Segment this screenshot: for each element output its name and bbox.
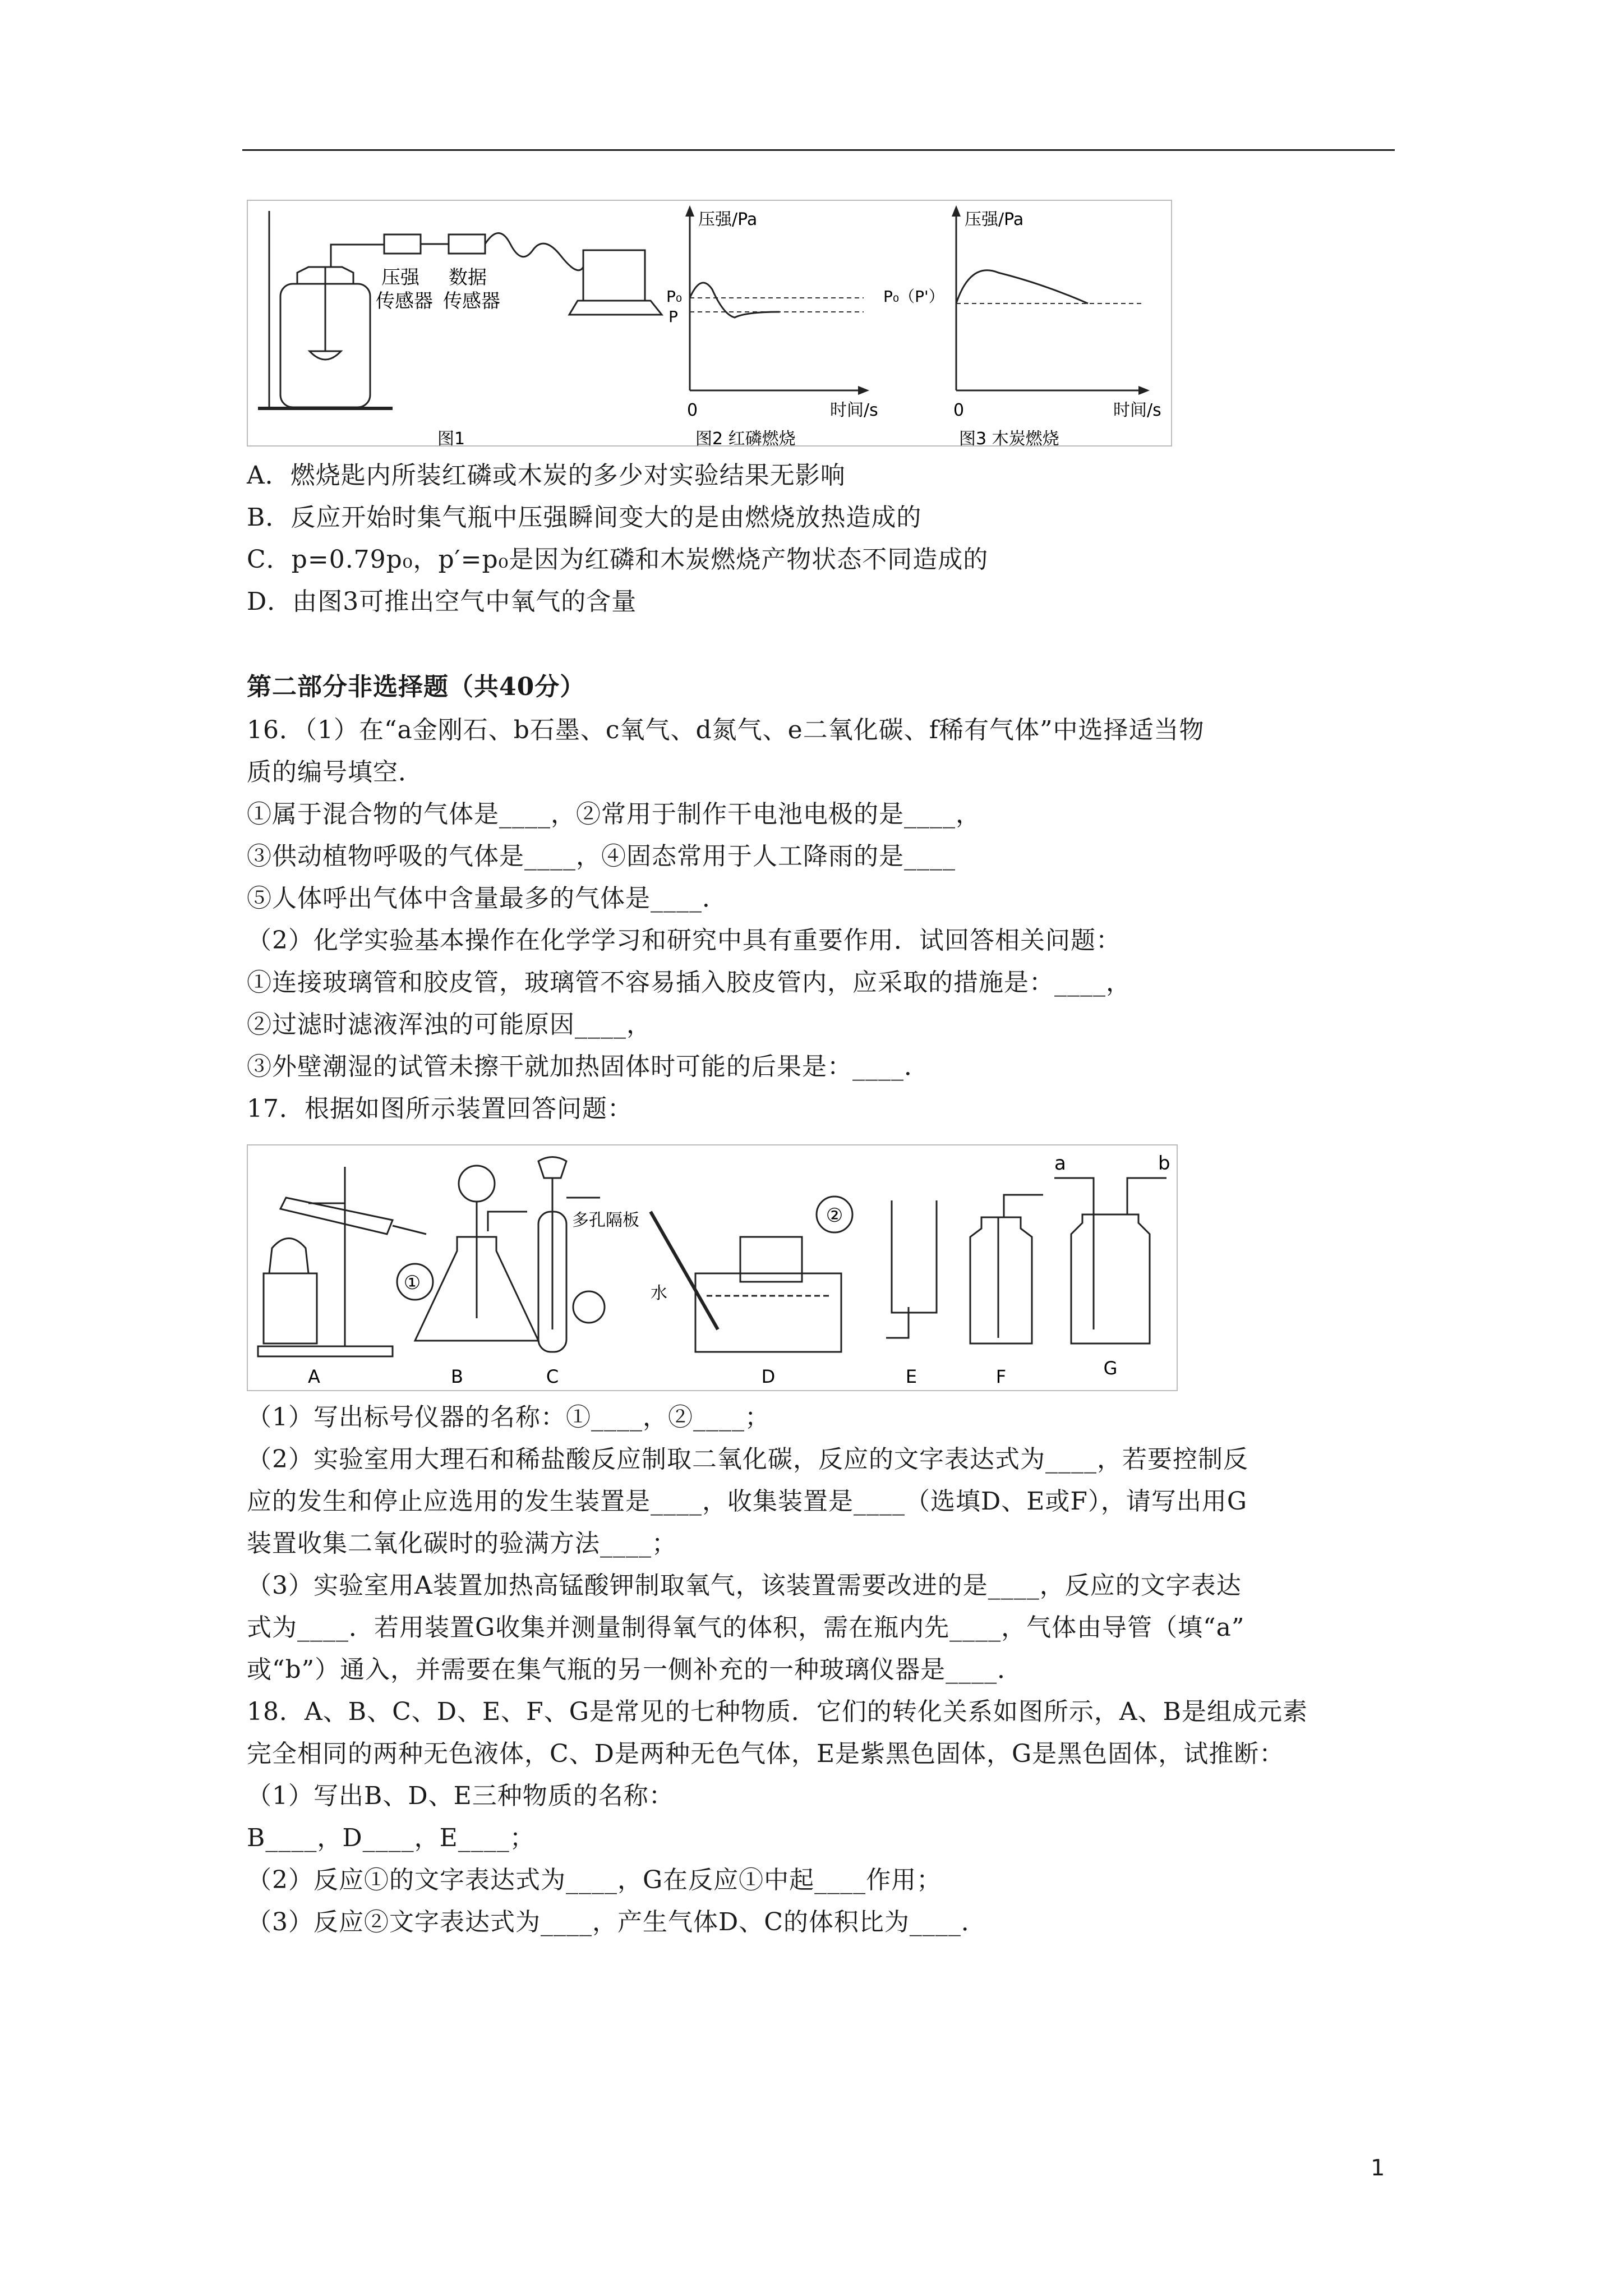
figure-pressure-svg: [247, 200, 1172, 447]
q16-line: ①连接玻璃管和胶皮管，玻璃管不容易插入胶皮管内，应采取的措施是：____，: [247, 968, 1131, 997]
sensor-pressure-line2: 传感器: [376, 290, 433, 312]
gas-jar-icon: [258, 211, 393, 408]
graph3-origin: 0: [953, 401, 965, 420]
q17-line: 式为____．若用装置G收集并测量制得氧气的体积，需在瓶内先____，气体由导管（填“a”: [247, 1613, 1245, 1642]
section-title: 第二部分非选择题（共40分）: [247, 673, 585, 701]
q15-option-d: D．由图3可推出空气中氧气的含量: [247, 587, 637, 616]
q16-line: 质的编号填空．: [247, 758, 423, 786]
port-a-label: a: [1054, 1152, 1066, 1175]
q17-line: 应的发生和停止应选用的发生装置是____，收集装置是____（选填D、E或F），请写出用G: [247, 1487, 1248, 1516]
laptop-icon: [569, 250, 662, 315]
q15-option-a: A．燃烧匙内所装红磷或木炭的多少对实验结果无影响: [247, 461, 846, 490]
header-rule: [242, 149, 1395, 151]
mark-2: ②: [826, 1204, 843, 1227]
label-a: A: [308, 1366, 320, 1387]
graph2-origin: 0: [687, 401, 698, 420]
apparatus-d-icon: [651, 1197, 852, 1352]
graph-charcoal: [883, 205, 1161, 447]
q18-line: （2）反应①的文字表达式为____，G在反应①中起____作用；: [247, 1866, 942, 1894]
q18-line: （1）写出B、D、E三种物质的名称：: [247, 1782, 674, 1810]
apparatus-b-icon: [397, 1166, 538, 1341]
q15-option-b: B．反应开始时集气瓶中压强瞬间变大的是由燃烧放热造成的: [247, 503, 922, 532]
q15-option-c: C．p=0.79p₀，p′=p₀是因为红磷和木炭燃烧产物状态不同造成的: [247, 545, 989, 574]
label-b: B: [451, 1366, 463, 1387]
apparatus-e-icon: [886, 1200, 937, 1338]
graph3-caption: 图3 木炭燃烧: [959, 429, 1059, 447]
q16-line: （2）化学实验基本操作在化学学习和研究中具有重要作用．试回答相关问题：: [247, 926, 1121, 955]
apparatus-a-icon: [258, 1167, 426, 1356]
mark-1: ①: [403, 1272, 421, 1294]
graph1-caption: 图1: [437, 429, 465, 447]
q17-line: （2）实验室用大理石和稀盐酸反应制取二氧化碳，反应的文字表达式为____，若要控制反: [247, 1445, 1248, 1474]
q16-line: ③供动植物呼吸的气体是____，④固态常用于人工降雨的是____: [247, 842, 956, 871]
figure-pressure-experiment: [247, 200, 1172, 447]
label-d: D: [761, 1366, 776, 1387]
sensor-data-line2: 传感器: [443, 290, 500, 312]
q16-line: ②过滤时滤液浑浊的可能原因____，: [247, 1010, 652, 1039]
data-sensor-box: [449, 234, 485, 254]
graph3-y-label: 压强/Pa: [965, 210, 1024, 229]
q16-line: ⑤人体呼出气体中含量最多的气体是____．: [247, 884, 727, 913]
figure-apparatus-svg: [247, 1144, 1178, 1391]
graph2-x-label: 时间/s: [830, 401, 878, 420]
label-f: F: [995, 1366, 1007, 1387]
pressure-sensor-box: [384, 234, 421, 254]
q18-line: 完全相同的两种无色液体，C、D是两种无色气体，E是紫黑色固体，G是黑色固体，试推断：: [247, 1740, 1285, 1768]
q16-line: ③外壁潮湿的试管未擦干就加热固体时可能的后果是：____．: [247, 1052, 929, 1081]
graph2-p: P: [668, 307, 678, 326]
label-g: G: [1103, 1358, 1118, 1379]
sensor-pressure-line1: 压强: [381, 266, 419, 289]
q17-line: （1）写出标号仪器的名称：①____，②____；: [247, 1403, 770, 1432]
page-number: 1: [1371, 2155, 1385, 2181]
q17-line: （3）实验室用A装置加热高锰酸钾制取氧气，该装置需要改进的是____，反应的文字表达: [247, 1571, 1242, 1600]
graph2-p0: P₀: [666, 287, 683, 306]
q17-line: 装置收集二氧化碳时的验满方法____；: [247, 1529, 677, 1558]
graph2-y-label: 压强/Pa: [698, 210, 758, 229]
q17-line: 或“b”）通入，并需要在集气瓶的另一侧补充的一种玻璃仪器是____．: [247, 1655, 1023, 1684]
sensor-data-line1: 数据: [449, 266, 487, 289]
q18-line: （3）反应②文字表达式为____，产生气体D、C的体积比为____．: [247, 1908, 986, 1936]
label-c: C: [546, 1366, 559, 1387]
graph3-p0p: P₀（P'）: [883, 287, 944, 306]
apparatus-f-icon: [970, 1195, 1043, 1343]
porous-label: 多孔隔板: [572, 1211, 639, 1230]
label-e: E: [905, 1366, 917, 1387]
q16-line: 16．（1）在“a金刚石、b石墨、c氧气、d氮气、e二氧化碳、f稀有气体”中选择适当物: [247, 716, 1205, 744]
port-b-label: b: [1158, 1152, 1170, 1175]
water-label: 水: [651, 1283, 667, 1303]
figure-apparatus: [247, 1144, 1178, 1391]
graph3-x-label: 时间/s: [1113, 401, 1161, 420]
q18-line: B____，D____，E____；: [247, 1824, 535, 1852]
graph-red-phosphorus: [666, 205, 878, 447]
graph2-caption: 图2 红磷燃烧: [695, 429, 796, 447]
apparatus-g-icon: [1054, 1178, 1166, 1343]
q18-line: 18．A、B、C、D、E、F、G是常见的七种物质．它们的转化关系如图所示，A、B是组成元素: [247, 1697, 1308, 1726]
apparatus-c-icon: [538, 1157, 605, 1352]
q17-title: 17．根据如图所示装置回答问题：: [247, 1094, 633, 1123]
q16-line: ①属于混合物的气体是____，②常用于制作干电池电极的是____，: [247, 800, 981, 829]
